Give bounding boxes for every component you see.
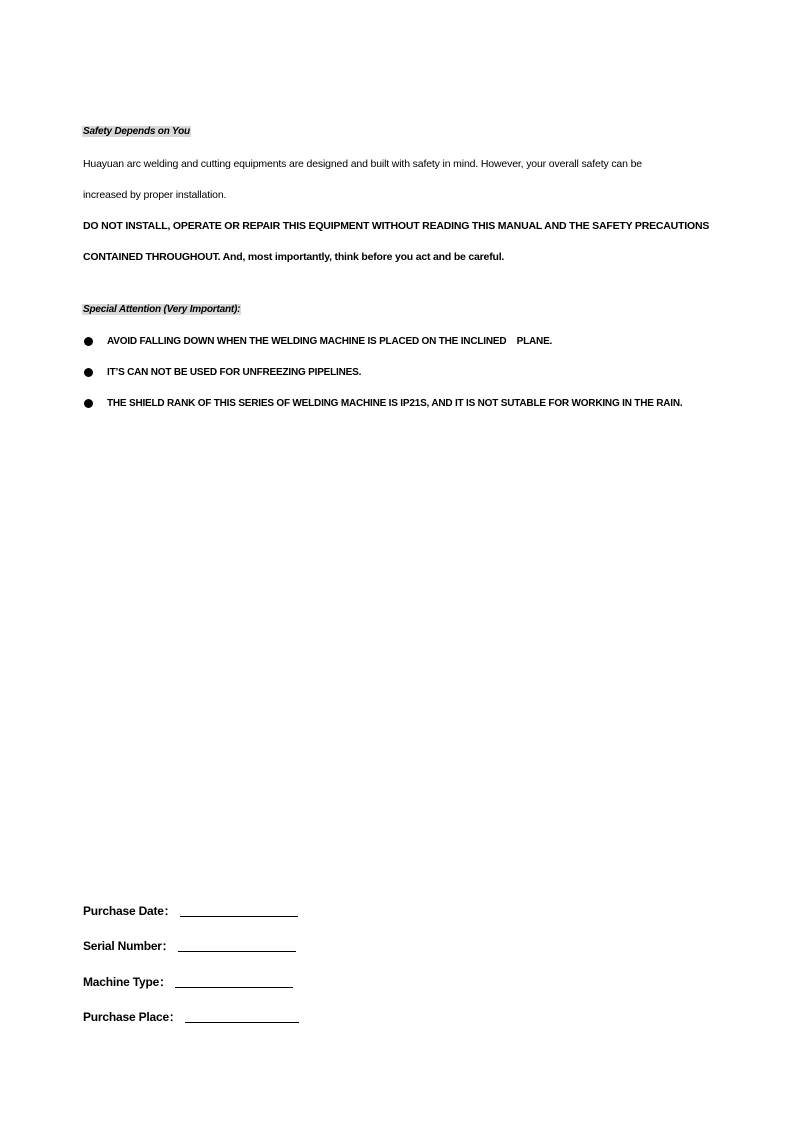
purchase-date-field — [83, 902, 298, 919]
purchase-date-label: Purchase Date： — [83, 904, 176, 918]
safety-heading: Safety Depends on You — [83, 126, 190, 137]
serial-number-label: Serial Number： — [83, 939, 174, 953]
machine-type-blank[interactable] — [175, 975, 293, 988]
safety-paragraph-line-1: Huayuan arc welding and cutting equipments are designed and built with safety in mind. However, your overall safety can be — [83, 158, 642, 170]
attention-item-text: AVOID FALLING DOWN WHEN THE WELDING MACHINE IS PLACED ON THE INCLINED PLANE. — [107, 336, 553, 347]
warning-line-2: CONTAINED THROUGHOUT. And, most importantly, think before you act and be careful. — [83, 251, 505, 263]
purchase-place-label: Purchase Place： — [83, 1010, 181, 1024]
safety-paragraph-line-2: increased by proper installation. — [83, 189, 227, 201]
purchase-place-field — [83, 1008, 299, 1025]
serial-number-field — [83, 937, 296, 954]
attention-item-text: THE SHIELD RANK OF THIS SERIES OF WELDING MACHINE IS IP21S, AND IT IS NOT SUTABLE FOR WORKING IN THE RAIN. — [107, 398, 683, 409]
list-item — [84, 367, 361, 378]
bullet-icon — [84, 337, 93, 346]
purchase-date-blank[interactable] — [180, 904, 298, 917]
warning-line-1: DO NOT INSTALL, OPERATE OR REPAIR THIS EQUIPMENT WITHOUT READING THIS MANUAL AND THE SAFETY PRECAUTIONS — [83, 220, 710, 232]
machine-type-label: Machine Type： — [83, 975, 171, 989]
bullet-icon — [84, 368, 93, 377]
bullet-icon — [84, 399, 93, 408]
serial-number-blank[interactable] — [178, 939, 296, 952]
list-item — [84, 336, 552, 347]
attention-heading: Special Attention (Very Important): — [83, 304, 241, 315]
list-item — [84, 398, 683, 409]
machine-type-field — [83, 973, 293, 990]
purchase-place-blank[interactable] — [185, 1010, 299, 1023]
attention-item-text: IT’S CAN NOT BE USED FOR UNFREEZING PIPELINES. — [107, 367, 362, 378]
